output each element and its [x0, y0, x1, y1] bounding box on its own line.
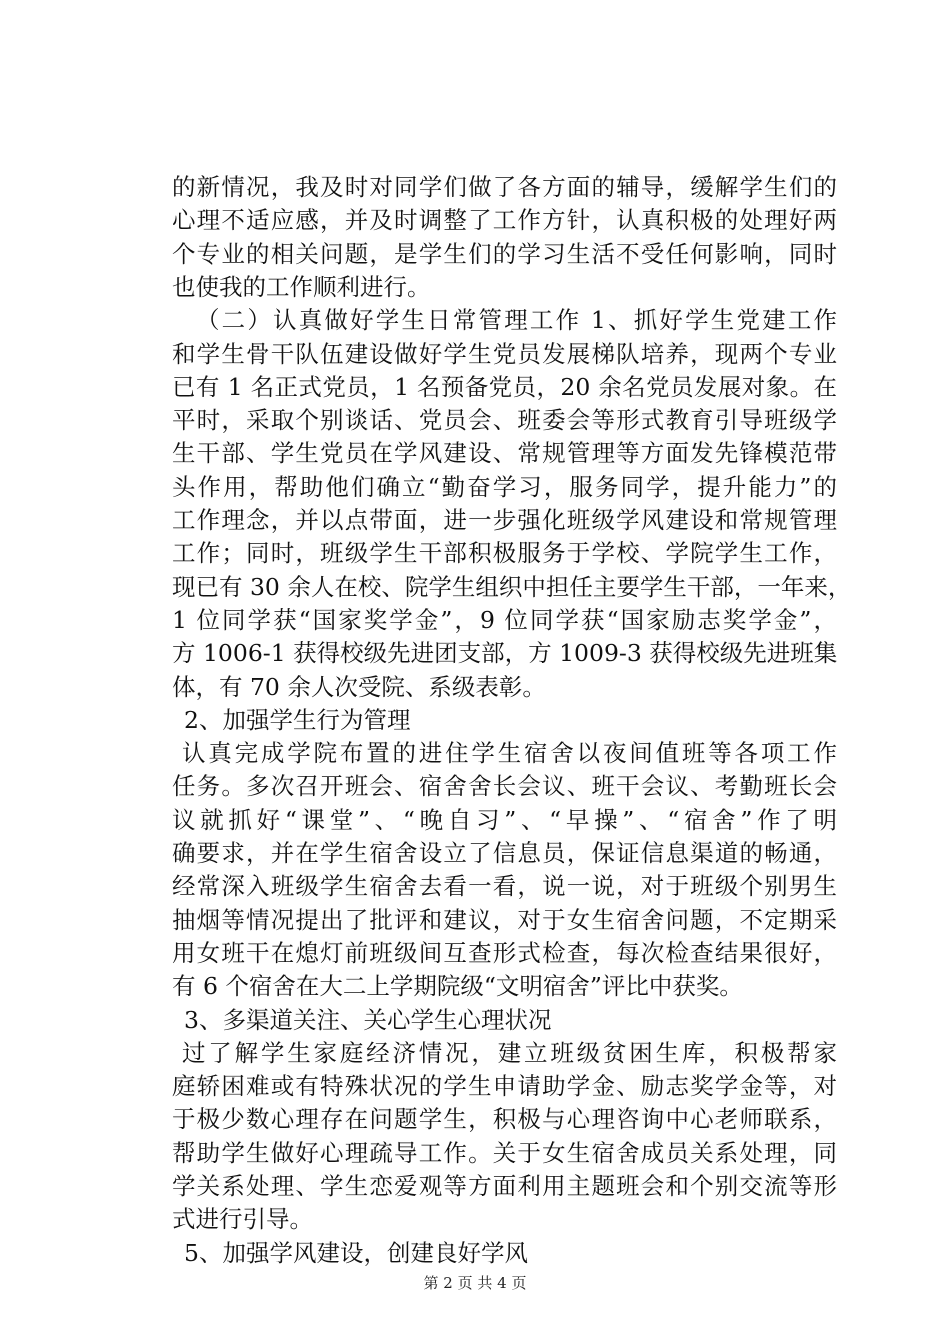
text-line: 和学生骨干队伍建设做好学生党员发展梯队培养，现两个专业 [172, 339, 837, 368]
text-line: 式进行引导。 [172, 1205, 313, 1234]
text-line: 头作用，帮助他们确立“勤奋学习，服务同学，提升能力”的 [172, 472, 837, 501]
text-line: 确要求，并在学生宿舍设立了信息员，保证信息渠道的畅通， [172, 839, 837, 867]
text-line: 任务。多次召开班会、宿舍舍长会议、班干会议、考勤班长会 [172, 772, 837, 801]
text-line: 于极少数心理存在问题学生，积极与心理咨询中心老师联系， [172, 1105, 837, 1134]
text-line: 1 位同学获“国家奖学金”，9 位同学获“国家励志奖学金”， [172, 605, 837, 634]
text-line: 帮助学生做好心理疏导工作。关于女生宿舍成员关系处理，同 [172, 1138, 837, 1167]
text-line: 工作理念，并以点带面，进一步强化班级学风建设和常规管理 [172, 506, 837, 534]
section-heading: 5、加强学风建设，创建良好学风 [184, 1238, 528, 1267]
text-line: 庭轿困难或有特殊状况的学生申请助学金、励志奖学金等，对 [172, 1072, 837, 1101]
text-line: （二）认真做好学生日常管理工作 1、抓好学生党建工作 [196, 306, 837, 335]
text-line: 有 6 个宿舍在大二上学期院级“文明宿舍”评比中获奖。 [172, 972, 743, 1001]
text-line: 平时，采取个别谈话、党员会、班委会等形式教育引导班级学 [172, 406, 837, 435]
text-line: 过了解学生家庭经济情况，建立班级贫困生库，积极帮家 [182, 1038, 837, 1067]
text-line: 心理不适应感，并及时调整了工作方针，认真积极的处理好两 [172, 206, 837, 235]
text-line: 学关系处理、学生恋爱观等方面利用主题班会和个别交流等形 [172, 1172, 837, 1200]
text-line: 的新情况，我及时对同学们做了各方面的辅导，缓解学生们的 [172, 173, 837, 201]
text-line: 抽烟等情况提出了批评和建议，对于女生宿舍问题，不定期采 [172, 905, 837, 934]
text-line: 议就抓好“课堂”、“晚自习”、“早操”、“宿舍”作了明 [172, 805, 837, 834]
text-line: 个专业的相关问题，是学生们的学习生活不受任何影响，同时 [172, 239, 837, 268]
text-line: 生干部、学生党员在学风建设、常规管理等方面发先锋模范带 [172, 439, 837, 468]
text-line: 也使我的工作顺利进行。 [172, 272, 431, 301]
text-line: 现已有 30 余人在校、院学生组织中担任主要学生干部，一年来， [172, 572, 852, 601]
page-footer: 第 2 页 共 4 页 [423, 1274, 527, 1292]
text-line: 方 1006-1 获得校级先进团支部，方 1009-3 获得校级先进班集 [172, 639, 838, 668]
text-line: 认真完成学院布置的进住学生宿舍以夜间值班等各项工作 [182, 739, 837, 768]
text-line: 经常深入班级学生宿舍去看一看，说一说，对于班级个别男生 [172, 872, 837, 901]
section-heading: 2、加强学生行为管理 [184, 705, 411, 734]
text-line: 已有 1 名正式党员，1 名预备党员，20 余名党员发展对象。在 [172, 372, 837, 401]
text-line: 用女班干在熄灯前班级间互查形式检查，每次检查结果很好， [172, 938, 837, 967]
text-line: 工作；同时，班级学生干部积极服务于学校、学院学生工作， [172, 539, 837, 568]
section-heading: 3、多渠道关注、关心学生心理状况 [184, 1005, 552, 1034]
text-line: 体，有 70 余人次受院、系级表彰。 [172, 672, 546, 701]
